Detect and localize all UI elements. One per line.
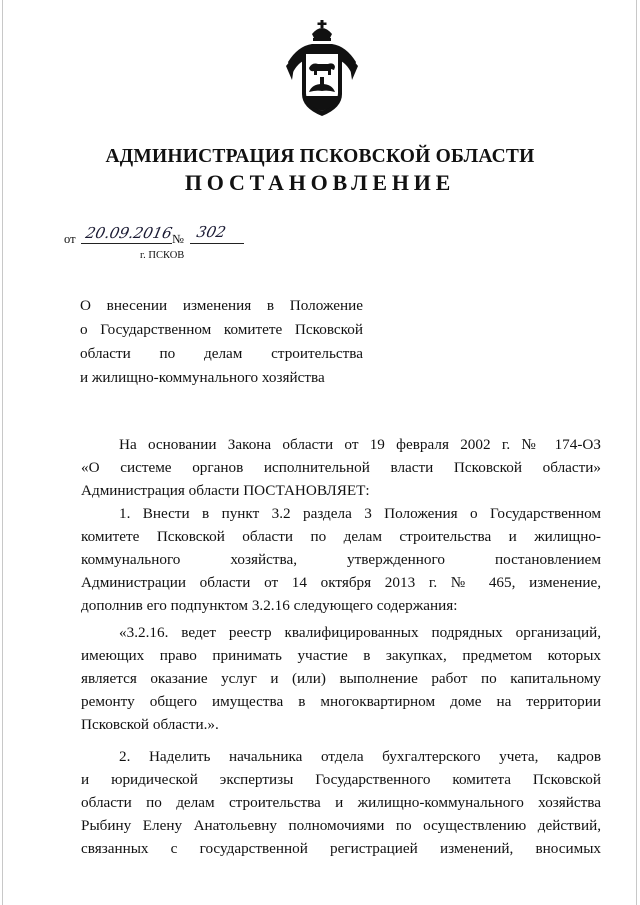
- subject-line: о Государственном комитете Псковской: [80, 321, 363, 338]
- quote-line: является оказание услуг и (или) выполнение работ по капитальному: [81, 670, 601, 687]
- number-underline: [190, 243, 244, 244]
- city-label: г. ПСКОВ: [140, 250, 185, 261]
- item-2-line: Рыбину Елену Анатольевну полномочиями по осуществлению действий,: [81, 817, 601, 834]
- document-type-title: ПОСТАНОВЛЕНИЕ: [184, 170, 456, 195]
- number-sign: №: [172, 232, 184, 246]
- item-2-line: и юридической экспертизы Государственного комитета Псковской: [81, 771, 601, 788]
- scan-edge-left: [2, 0, 3, 905]
- quote-line: имеющих право принимать участие в закупках, предметом которых: [81, 647, 601, 664]
- document-body: [81, 433, 601, 860]
- date-underline: [81, 243, 172, 244]
- item-1-line: дополнив его подпунктом 3.2.16 следующего содержания:: [81, 597, 458, 614]
- handwritten-number: 302: [195, 223, 228, 241]
- date-prefix: от: [64, 232, 76, 246]
- item-2-line: области по делам строительства и жилищно-коммунального хозяйства: [81, 794, 601, 811]
- preamble-line: Администрация области ПОСТАНОВЛЯЕТ:: [81, 482, 370, 499]
- item-1-line: коммунального хозяйства, утвержденного постановлением: [81, 551, 601, 568]
- quote-line: «3.2.16. ведет реестр квалифицированных подрядных организаций,: [119, 624, 601, 641]
- subject-block: [80, 294, 363, 390]
- subject-line: О внесении изменения в Положение: [80, 297, 363, 314]
- item-2-line: связанных с государственной регистрацией изменений, вносимых: [81, 840, 601, 857]
- item-1-line: Администрации области от 14 октября 2013 г. № 465, изменение,: [81, 574, 601, 591]
- scan-edge-right: [636, 0, 637, 905]
- item-1-line: комитете Псковской области по делам строительства и жилищно-: [81, 528, 601, 545]
- handwritten-date: 20.09.2016: [84, 224, 174, 242]
- preamble-line: «О системе органов исполнительной власти Псковской области»: [81, 459, 601, 476]
- item-2-line: 2. Наделить начальника отдела бухгалтерского учета, кадров: [119, 748, 601, 765]
- subject-line: области по делам строительства: [80, 345, 363, 362]
- subject-line: и жилищно-коммунального хозяйства: [80, 369, 325, 386]
- item-1-line: 1. Внести в пункт 3.2 раздела 3 Положения о Государственном: [119, 505, 601, 522]
- preamble-line: На основании Закона области от 19 февраля 2002 г. № 174-ОЗ: [119, 436, 601, 453]
- coat-of-arms-emblem: [282, 20, 362, 118]
- organization-title: АДМИНИСТРАЦИЯ ПСКОВСКОЙ ОБЛАСТИ: [105, 146, 535, 167]
- quote-line: Псковской области.».: [81, 716, 219, 733]
- quote-line: ремонту общего имущества в многоквартирном доме на территории: [81, 693, 601, 710]
